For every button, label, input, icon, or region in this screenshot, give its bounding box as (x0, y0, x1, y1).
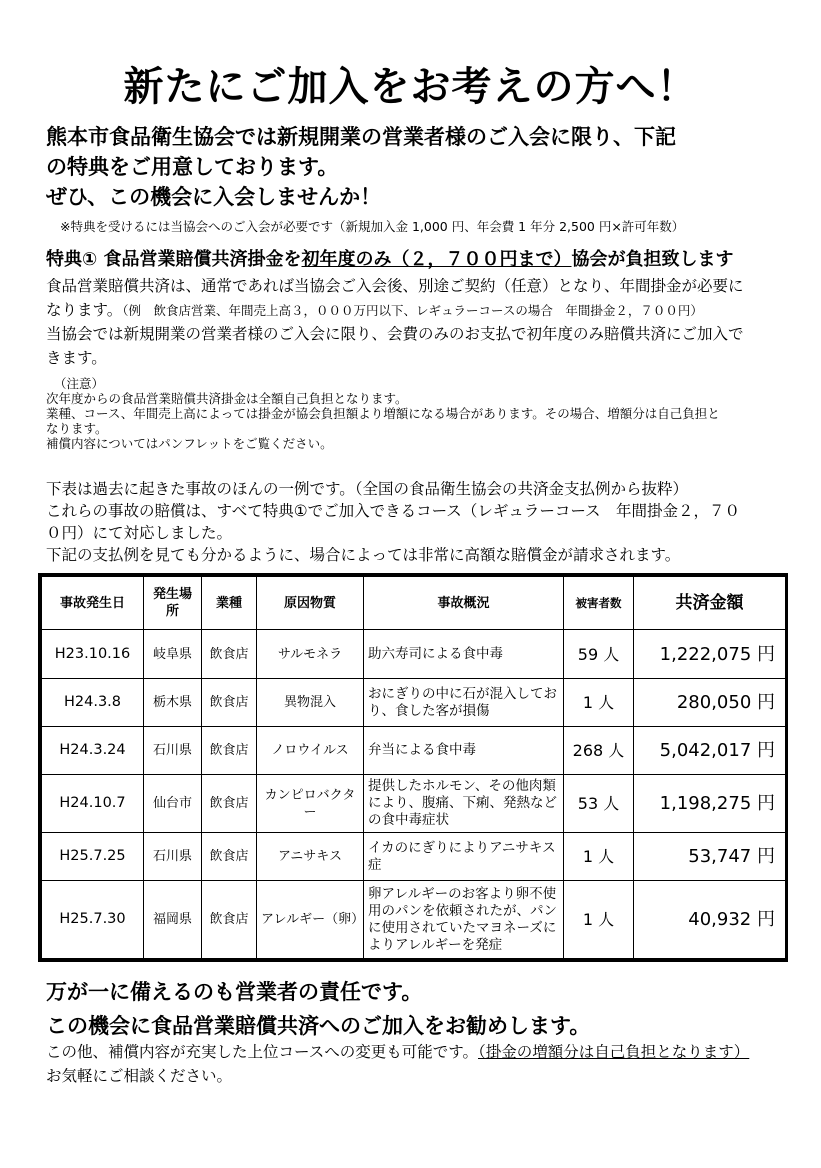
table-header-row (42, 577, 786, 630)
table-row (42, 775, 786, 833)
cell-amount: 1,198,275 円 (634, 775, 786, 833)
paragraph-line: 食品営業賠償共済は、通常であれば当協会ご入会後、別途ご契約（任意）となり、年間掛金が必要に (46, 277, 744, 295)
page-title: 新たにご加入をお考えの方へ！ (123, 64, 698, 110)
history-line: 下記の支払例を見ても分かるように、場合によっては非常に高額な賠償金が請求されます。 (46, 546, 681, 564)
table-row (42, 881, 786, 959)
cell-victims: 1 人 (564, 833, 634, 881)
cell-place: 石川県 (144, 727, 202, 775)
footer-line (46, 1040, 749, 1064)
cell-place: 仙台市 (144, 775, 202, 833)
header-victims: 被害者数 (564, 577, 634, 630)
caution-heading: （注意） (54, 376, 105, 391)
cell-date: H24.10.7 (42, 775, 144, 833)
paragraph-text: なります。 (46, 301, 123, 319)
table-row (42, 833, 786, 881)
cell-victims: 1 人 (564, 881, 634, 959)
header-place: 発生場所 (144, 577, 202, 630)
footer-note (46, 1040, 749, 1088)
footer-line: お気軽にご相談ください。 (46, 1067, 233, 1085)
caution-line: なります。 (46, 421, 108, 436)
cell-amount: 5,042,017 円 (634, 727, 786, 775)
cell-overview: 提供したホルモン、その他肉類により、腹痛、下痢、発熱などの食中毒症状 (364, 775, 564, 833)
table-row (42, 727, 786, 775)
table-row (42, 679, 786, 727)
cell-industry: 飲食店 (202, 630, 257, 679)
cell-cause: アニサキス (257, 833, 364, 881)
cell-date: H25.7.30 (42, 881, 144, 959)
benefit-heading-prefix: 特典① 食品営業賠償共済掛金を (46, 249, 302, 270)
cell-overview: 弁当による食中毒 (364, 727, 564, 775)
cell-industry: 飲食店 (202, 775, 257, 833)
header-overview: 事故概況 (364, 577, 564, 630)
cell-industry: 飲食店 (202, 833, 257, 881)
header-date: 事故発生日 (42, 577, 144, 630)
lead-line: 熊本市食品衛生協会では新規開業の営業者様のご入会に限り、下記 (46, 125, 676, 149)
caution-line: 次年度からの食品営業賠償共済掛金は全額自己負担となります。 (46, 391, 408, 406)
cell-cause: カンピロバクター (257, 775, 364, 833)
header-cause: 原因物質 (257, 577, 364, 630)
cell-amount: 53,747 円 (634, 833, 786, 881)
cell-amount: 40,932 円 (634, 881, 786, 959)
table-row (42, 630, 786, 679)
example-text: （例 飲食店営業、年間売上高３，０００万円以下、レギュラーコースの場合 年間掛金２，７００円） (122, 303, 703, 318)
caution-line: 補償内容についてはパンフレットをご覧ください。 (46, 436, 333, 451)
cell-cause: 異物混入 (257, 679, 364, 727)
cell-date: H23.10.16 (42, 630, 144, 679)
cell-overview: 卵アレルギーのお客より卵不使用のパンを依頼されたが、パンに使用されていたマヨネーズによりアレルギーを発症 (364, 881, 564, 959)
closing-message (46, 975, 590, 1043)
benefit-heading-suffix: 協会が負担致します (571, 249, 734, 270)
footer-text: この他、補償内容が充実した上位コースへの変更も可能です。 (46, 1043, 478, 1061)
lead-text (46, 122, 786, 212)
paragraph-line (46, 298, 781, 323)
history-line: これらの事故の賠償は、すべて特典①でご加入できるコース（レギュラーコース 年間掛金２，７０ (46, 502, 741, 520)
benefit-paragraph-2 (46, 322, 781, 370)
closing-line: 万が一に備えるのも営業者の責任です。 (46, 980, 423, 1004)
paragraph-line: 当協会では新規開業の営業者様のご入会に限り、会費のみのお支払で初年度のみ賠償共済にご加入で (46, 325, 744, 343)
cell-victims: 268 人 (564, 727, 634, 775)
cell-cause: ノロウイルス (257, 727, 364, 775)
cell-place: 岐阜県 (144, 630, 202, 679)
cell-cause: サルモネラ (257, 630, 364, 679)
history-intro (46, 478, 781, 566)
accident-table (38, 573, 788, 962)
footer-underlined: （掛金の増額分は自己負担となります） (478, 1043, 750, 1061)
cell-victims: 53 人 (564, 775, 634, 833)
lead-line: の特典をご用意しております。 (46, 155, 339, 179)
cell-industry: 飲食店 (202, 727, 257, 775)
cell-date: H25.7.25 (42, 833, 144, 881)
closing-line: この機会に食品営業賠償共済へのご加入をお勧めします。 (46, 1014, 591, 1038)
cell-amount: 280,050 円 (634, 679, 786, 727)
cell-overview: おにぎりの中に石が混入しており、食した客が損傷 (364, 679, 564, 727)
requirement-note: ※特典を受けるには当協会へのご入会が必要です（新規加入金 1,000 円、年会費 1 年分 2,500 円×許可年数） (60, 219, 685, 234)
header-amount: 共済金額 (634, 577, 786, 630)
cell-cause: アレルギー（卵） (257, 881, 364, 959)
cell-place: 栃木県 (144, 679, 202, 727)
cell-victims: 59 人 (564, 630, 634, 679)
cell-overview: イカのにぎりによりアニサキス症 (364, 833, 564, 881)
benefit-paragraph-1 (46, 274, 781, 323)
lead-line: ぜひ、この機会に入会しませんか！ (46, 185, 382, 209)
cell-place: 石川県 (144, 833, 202, 881)
history-line: 下表は過去に起きた事故のほんの一例です。（全国の食品衛生協会の共済金支払例から抜粋） (46, 480, 689, 498)
benefit-heading (46, 247, 734, 273)
history-line: ０円）にて対応しました。 (46, 524, 233, 542)
caution-notes (46, 376, 781, 451)
cell-victims: 1 人 (564, 679, 634, 727)
cell-industry: 飲食店 (202, 881, 257, 959)
header-industry: 業種 (202, 577, 257, 630)
cell-date: H24.3.8 (42, 679, 144, 727)
caution-line: 業種、コース、年間売上高によっては掛金が協会負担額より増額になる場合があります。その場合、増額分は自己負担と (46, 406, 720, 421)
paragraph-line: きます。 (46, 349, 107, 367)
cell-place: 福岡県 (144, 881, 202, 959)
cell-date: H24.3.24 (42, 727, 144, 775)
cell-overview: 助六寿司による食中毒 (364, 630, 564, 679)
benefit-heading-underlined: 初年度のみ（２，７００円まで） (301, 249, 572, 270)
cell-industry: 飲食店 (202, 679, 257, 727)
cell-amount: 1,222,075 円 (634, 630, 786, 679)
